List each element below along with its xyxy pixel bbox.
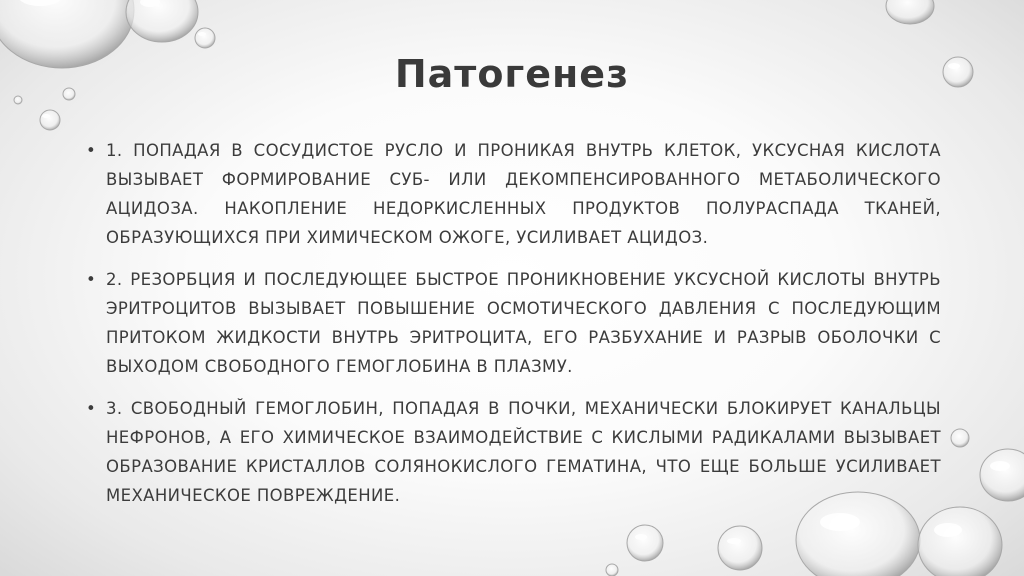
bullet-item: • 2. РЕЗОРБЦИЯ И ПОСЛЕДУЮЩЕЕ БЫСТРОЕ ПРОНИКНОВЕНИЕ УКСУСНОЙ КИСЛОТЫ ВНУТРЬ ЭРИТРОЦИТОВ ВЫЗЫВАЕТ ПОВЫШЕНИЕ ОСМОТИЧЕСКОГО ДАВЛЕНИЯ С ПОСЛЕДУЮЩИМ ПРИТОКОМ ЖИДКОСТИ ВНУТРЬ ЭРИТРОЦИТА, ЕГО РАЗБУХАНИЕ И РАЗРЫВ ОБОЛОЧКИ С ВЫХОДОМ СВОБОДНОГО ГЕМОГЛОБИНА В ПЛАЗМУ. bbox=[86, 265, 941, 381]
water-drop bbox=[951, 429, 969, 447]
bullet-item: • 3. СВОБОДНЫЙ ГЕМОГЛОБИН, ПОПАДАЯ В ПОЧКИ, МЕХАНИЧЕСКИ БЛОКИРУЕТ КАНАЛЬЦЫ НЕФРОНОВ, А ЕГО ХИМИЧЕСКОЕ ВЗАИМОДЕЙСТВИЕ С КИСЛЫМИ РАДИКАЛАМИ ВЫЗЫВАЕТ ОБРАЗОВАНИЕ КРИСТАЛЛОВ СОЛЯНОКИСЛОГО ГЕМАТИНА, ЧТО ЕЩЕ БОЛЬШЕ УСИЛИВАЕТ МЕХАНИЧЕСКОЕ ПОВРЕЖДЕНИЕ. bbox=[86, 394, 941, 510]
water-drop bbox=[627, 525, 663, 561]
water-drop bbox=[606, 564, 618, 576]
slide-body bbox=[86, 136, 941, 523]
water-drop bbox=[980, 449, 1024, 501]
water-drop bbox=[886, 0, 934, 24]
slide-title: Патогенез bbox=[394, 52, 630, 96]
water-drop bbox=[14, 96, 22, 104]
water-drop bbox=[126, 0, 198, 42]
water-drop bbox=[718, 526, 762, 570]
bullet-item: • 1. ПОПАДАЯ В СОСУДИСТОЕ РУСЛО И ПРОНИКАЯ ВНУТРЬ КЛЕТОК, УКСУСНАЯ КИСЛОТА ВЫЗЫВАЕТ ФОРМИРОВАНИЕ СУБ- ИЛИ ДЕКОМПЕНСИРОВАННОГО МЕТАБОЛИЧЕСКОГО АЦИДОЗА. НАКОПЛЕНИЕ НЕДОРКИСЛЕННЫХ ПРОДУКТОВ ПОЛУРАСПАДА ТКАНЕЙ, ОБРАЗУЮЩИХСЯ ПРИ ХИМИЧЕСКОМ ОЖОГЕ, УСИЛИВАЕТ АЦИДОЗ. bbox=[86, 136, 941, 252]
water-drop bbox=[195, 28, 215, 48]
water-drop bbox=[40, 110, 60, 130]
